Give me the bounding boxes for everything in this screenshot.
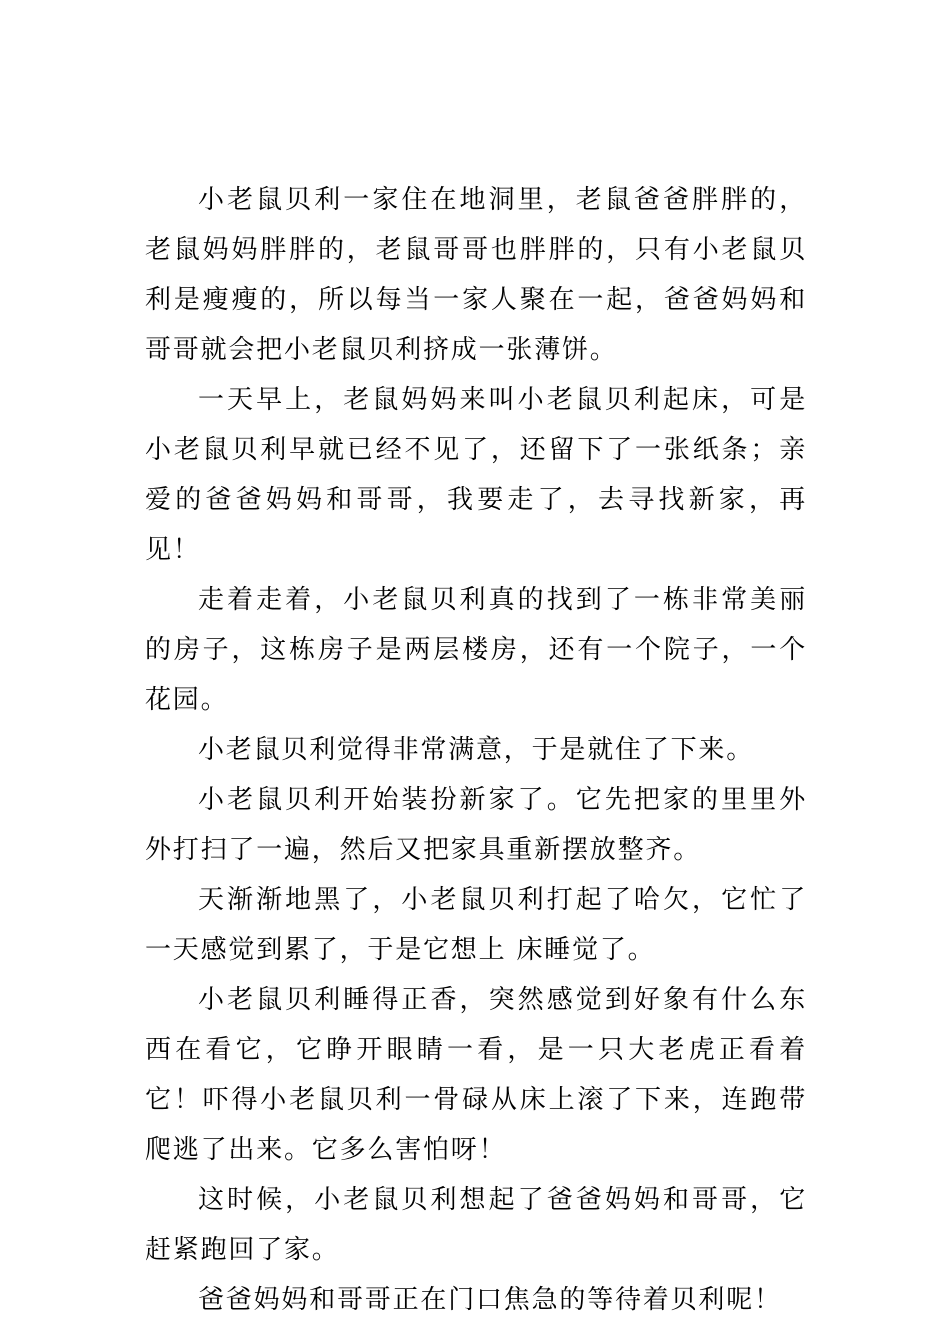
paragraph-4: 小老鼠贝利觉得非常满意，于是就住了下来。 (198, 735, 755, 765)
paragraph-7: 小老鼠贝利睡得正香，突然感觉到好象有什么东西在看它，它睁开眼睛一看，是一只大老虎正看着它！吓得小老鼠贝利一骨碌从床上滚了下来，连跑带爬逃了出来。它多么害怕呀！ (145, 985, 807, 1165)
paragraph-1: 小老鼠贝利一家住在地洞里，老鼠爸爸胖胖的，老鼠妈妈胖胖的，老鼠哥哥也胖胖的，只有小老鼠贝利是瘦瘦的，所以每当一家人聚在一起，爸爸妈妈和哥哥就会把小老鼠贝利挤成一张薄饼。 (145, 185, 807, 365)
paragraph-2: 一天早上，老鼠妈妈来叫小老鼠贝利起床，可是小老鼠贝利早就已经不见了，还留下了一张纸条；亲爱的爸爸妈妈和哥哥，我要走了，去寻找新家，再见！ (145, 385, 807, 565)
paragraph-5: 小老鼠贝利开始装扮新家了。它先把家的里里外外打扫了一遍，然后又把家具重新摆放整齐。 (145, 785, 807, 865)
paragraph-6: 天渐渐地黑了，小老鼠贝利打起了哈欠，它忙了一天感觉到累了，于是它想上 床睡觉了。 (145, 885, 807, 965)
paragraph-3: 走着走着，小老鼠贝利真的找到了一栋非常美丽的房子，这栋房子是两层楼房，还有一个院子，一个花园。 (145, 585, 807, 715)
document-body (145, 175, 807, 1325)
paragraph-9: 爸爸妈妈和哥哥正在门口焦急的等待着贝利呢！ (198, 1285, 782, 1315)
paragraph-8: 这时候，小老鼠贝利想起了爸爸妈妈和哥哥，它赶紧跑回了家。 (145, 1185, 807, 1265)
